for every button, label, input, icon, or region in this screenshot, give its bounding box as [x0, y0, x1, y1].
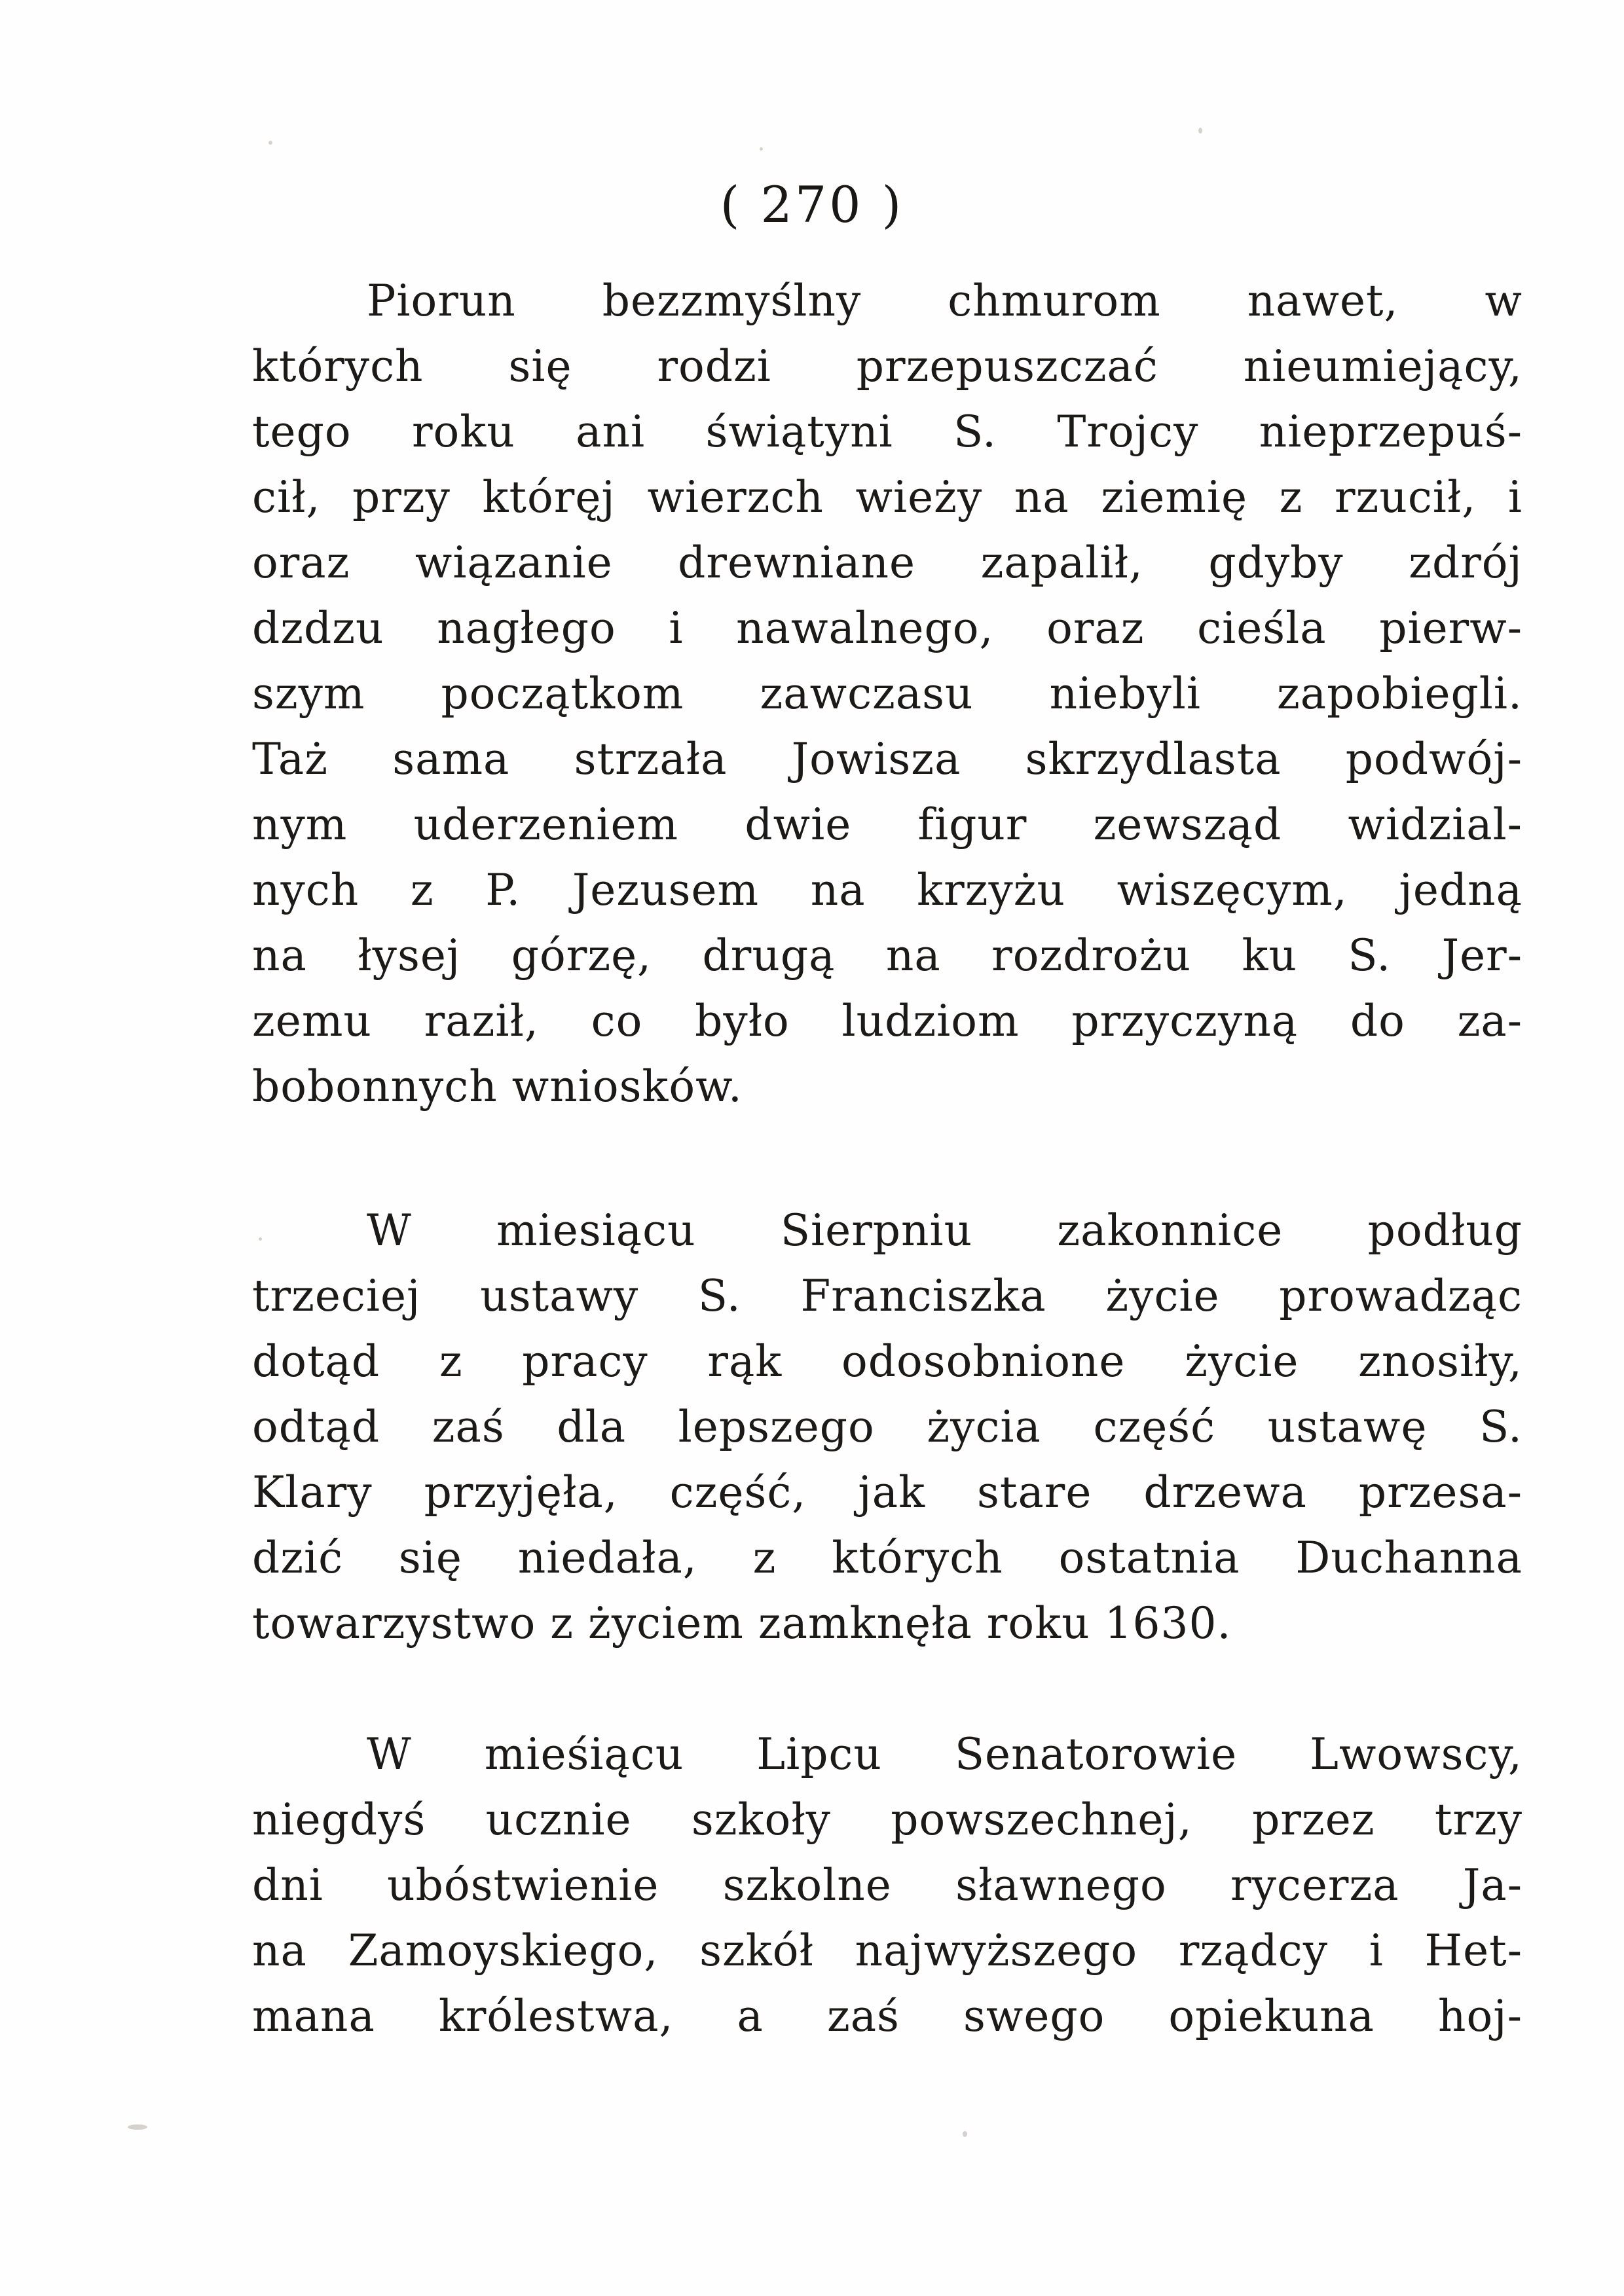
- text-line: dzdzu nagłego i nawalnego, oraz cieśla pierw-: [252, 603, 1522, 653]
- paper-speck: [963, 2131, 967, 2137]
- text-line: na łysej górzę, drugą na rozdrożu ku S. Jer-: [252, 930, 1522, 981]
- text-line: dzić się niedała, z których ostatnia Duchanna: [252, 1533, 1522, 1583]
- paper-speck: [268, 141, 272, 145]
- text-line: nym uderzeniem dwie figur zewsząd widzial-: [252, 799, 1522, 850]
- paper-speck: [128, 2124, 147, 2130]
- text-line: szym początkom zawczasu niebyli zapobiegli.: [252, 668, 1522, 719]
- text-line: mana królestwa, a zaś swego opiekuna hoj-: [252, 1991, 1522, 2041]
- text-line: Piorun bezzmyślny chmurom nawet, w: [367, 276, 1522, 326]
- text-line: W miesiącu Sierpniu zakonnice podług: [367, 1205, 1522, 1256]
- text-line: dotąd z pracy rąk odosobnione życie znosiły,: [252, 1336, 1522, 1387]
- text-line: tego roku ani świątyni S. Trojcy nieprzepuś-: [252, 407, 1522, 457]
- text-line: odtąd zaś dla lepszego życia część ustawę S.: [252, 1402, 1522, 1452]
- paper-speck: [1198, 128, 1202, 134]
- text-line: dni ubóstwienie szkolne sławnego rycerza Ja-: [252, 1860, 1522, 1910]
- text-line: na Zamoyskiego, szkół najwyższego rządcy i Het-: [252, 1925, 1522, 1976]
- text-line: W mieśiącu Lipcu Senatorowie Lwowscy,: [367, 1729, 1522, 1779]
- text-line: bobonnych wniosków.: [252, 1061, 743, 1112]
- text-line: oraz wiązanie drewniane zapalił, gdyby zdrój: [252, 538, 1522, 588]
- text-line: cił, przy któręj wierzch wieży na ziemię z rzucił, i: [252, 472, 1522, 522]
- text-line: których się rodzi przepuszczać nieumiejący,: [252, 341, 1522, 392]
- text-line: nych z P. Jezusem na krzyżu wiszęcym, jedną: [252, 865, 1522, 915]
- text-line: Taż sama strzała Jowisza skrzydlasta podwój-: [252, 734, 1522, 784]
- paper-speck: [760, 147, 763, 151]
- text-line: Klary przyjęła, część, jak stare drzewa przesa-: [252, 1467, 1522, 1518]
- text-line: towarzystwo z życiem zamknęła roku 1630.: [252, 1598, 1232, 1649]
- paper-speck: [259, 1237, 262, 1241]
- text-line: niegdyś ucznie szkoły powszechnej, przez trzy: [252, 1795, 1522, 1845]
- page-number: ( 270 ): [720, 175, 904, 234]
- text-line: zemu raził, co było ludziom przyczyną do za-: [252, 996, 1522, 1046]
- text-line: trzeciej ustawy S. Franciszka życie prowadząc: [252, 1271, 1522, 1321]
